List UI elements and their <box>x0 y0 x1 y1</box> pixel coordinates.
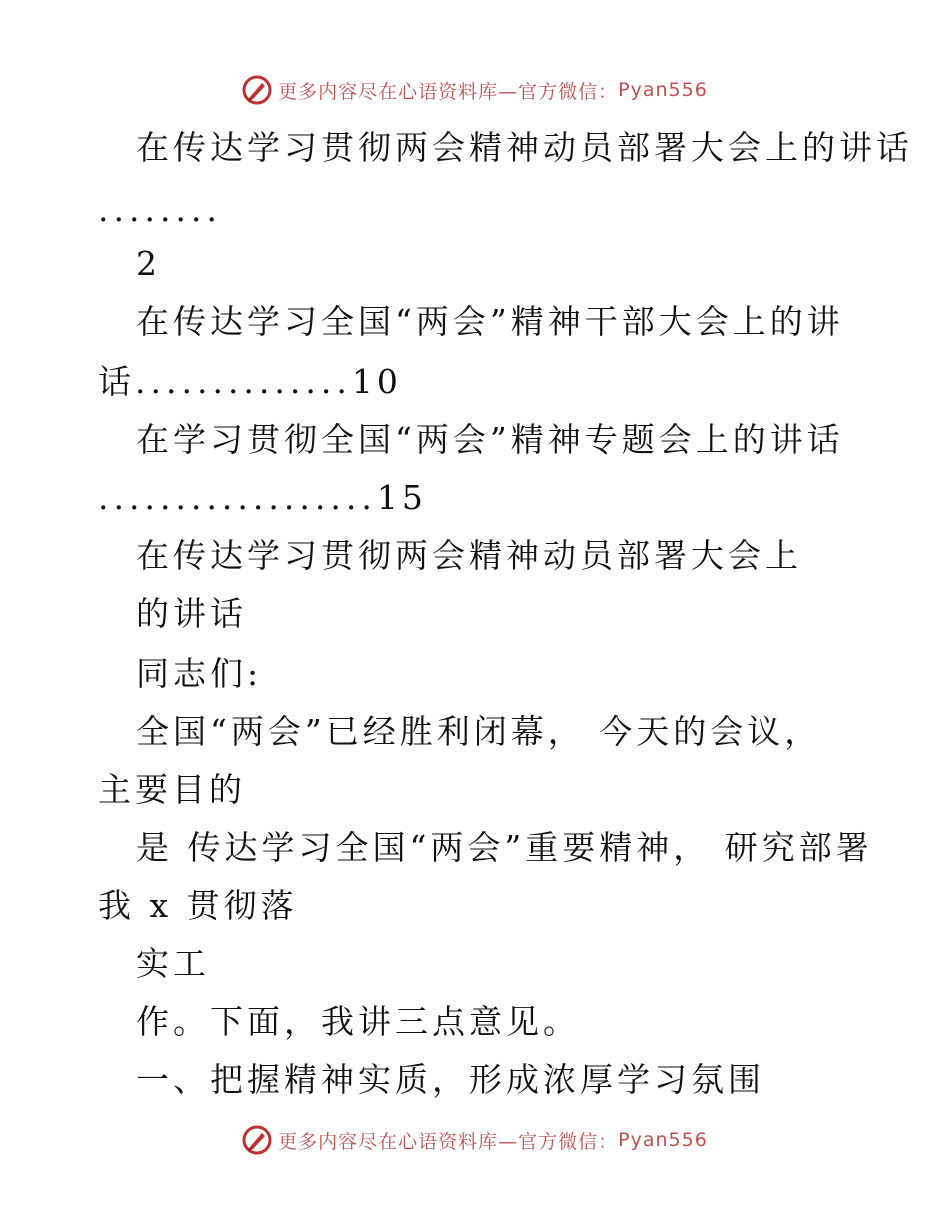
toc-item-2-title-end: 话 <box>98 362 135 401</box>
section-heading-1: 一、把握精神实质，形成浓厚学习氛围 <box>136 1060 765 1099</box>
toc-item-3-page: 15 <box>376 478 427 517</box>
speech-heading-cont: 的讲话 <box>136 594 247 633</box>
watermark-wechat-id: Pyan556 <box>618 1129 708 1151</box>
toc-item-1-title: 在传达学习贯彻两会精神动员部署大会上的讲话 <box>136 128 913 167</box>
pen-logo-icon <box>242 75 272 105</box>
pen-logo-icon <box>242 1125 272 1155</box>
toc-item-3-dots: .................. <box>98 478 377 517</box>
toc-item-1-page: 2 <box>136 244 161 283</box>
salutation: 同志们: <box>136 654 263 693</box>
header-watermark <box>0 70 950 110</box>
paragraph-1: 全国“两会”已经胜利闭幕， 今天的会议， <box>136 712 822 751</box>
toc-item-3-title: 在学习贯彻全国“两会”精神专题会上的讲话 <box>136 420 844 459</box>
toc-item-2-page: 10 <box>351 362 402 401</box>
paragraph-2-cont: 我 x 贯彻落 <box>98 886 298 925</box>
watermark-text: 更多内容尽在心语资料库—官方微信： <box>278 1130 619 1153</box>
watermark-wechat-id: Pyan556 <box>618 79 708 101</box>
paragraph-3-cont: 作。下面，我讲三点意见。 <box>136 1002 580 1041</box>
watermark-text: 更多内容尽在心语资料库—官方微信： <box>278 80 619 103</box>
paragraph-1-cont: 主要目的 <box>98 770 246 809</box>
paragraph-3: 实工 <box>136 944 210 983</box>
toc-item-2-title-cont <box>98 362 402 402</box>
toc-item-1-dots: ........ <box>98 190 222 229</box>
toc-item-2-dots: .............. <box>135 362 352 401</box>
toc-item-2-title: 在传达学习全国“两会”精神干部大会上的讲 <box>136 302 844 341</box>
footer-watermark <box>0 1120 950 1160</box>
speech-heading: 在传达学习贯彻两会精神动员部署大会上 <box>136 536 802 575</box>
toc-item-3-leader <box>98 478 427 518</box>
paragraph-2: 是 传达学习全国“两会”重要精神， 研究部署 <box>136 828 873 867</box>
